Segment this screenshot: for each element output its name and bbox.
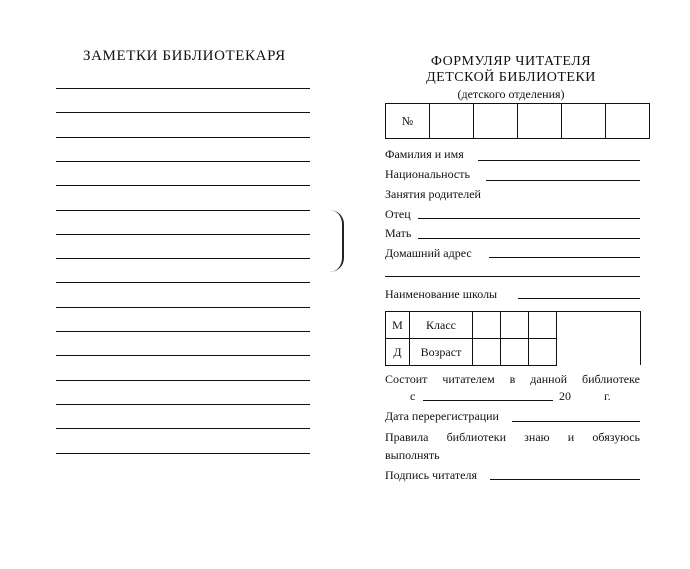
class-letter-m: М [386,312,410,339]
reader-number-table [385,103,650,139]
number-cell[interactable] [606,104,650,139]
class-cell[interactable] [501,312,529,339]
age-cell[interactable] [501,339,529,366]
reader-status-text: Состоит читателем в данной библиотеке [385,372,640,386]
nationality-label: Национальность [385,167,470,181]
notes-line[interactable] [56,404,310,405]
parents-occupation-label: Занятия родителей [385,187,481,201]
notes-line[interactable] [56,331,310,332]
home-address-field-2[interactable] [385,276,640,277]
mother-label: Мать [385,226,412,240]
notes-line[interactable] [56,185,310,186]
table-right-edge [640,311,641,365]
father-field[interactable] [418,218,640,219]
home-address-field[interactable] [489,257,640,258]
class-age-table [385,311,557,366]
number-cell[interactable] [474,104,518,139]
school-name-field[interactable] [518,298,640,299]
number-cell[interactable] [518,104,562,139]
notes-line[interactable] [56,137,310,138]
reregistration-field[interactable] [512,421,640,422]
age-label: Возраст [410,339,473,366]
class-label: Класс [410,312,473,339]
notes-line[interactable] [56,234,310,235]
surname-name-field[interactable] [478,160,640,161]
notes-line[interactable] [56,112,310,113]
age-letter-d: Д [386,339,410,366]
school-name-label: Наименование школы [385,287,498,301]
notes-line[interactable] [56,380,310,381]
since-label: с [410,389,416,403]
form-title-line2: ДЕТСКОЙ БИБЛИОТЕКИ [426,70,596,85]
since-date-field[interactable] [423,400,553,401]
binding-bracket [330,210,344,272]
class-cell[interactable] [529,312,557,339]
number-cell[interactable] [430,104,474,139]
number-cell[interactable] [562,104,606,139]
father-label: Отец [385,207,411,221]
form-subtitle: (детского отделения) [457,87,565,101]
reregistration-label: Дата перерегистрации [385,409,499,423]
librarian-notes-title: ЗАМЕТКИ БИБЛИОТЕКАРЯ [83,48,286,64]
rules-text-line2: выполнять [385,448,440,462]
year-suffix: г. [604,389,611,403]
rules-text-line1: Правила библиотеки знаю и обязуюсь [385,430,640,444]
signature-label: Подпись читателя [385,468,478,482]
mother-field[interactable] [418,238,640,239]
notes-line[interactable] [56,355,310,356]
class-cell[interactable] [473,312,501,339]
age-cell[interactable] [473,339,501,366]
surname-name-label: Фамилия и имя [385,147,464,161]
notes-line[interactable] [56,88,310,89]
year-prefix: 20 [559,389,571,403]
home-address-label: Домашний адрес [385,246,472,260]
notes-line[interactable] [56,161,310,162]
number-label: № [386,104,430,139]
age-cell[interactable] [529,339,557,366]
notes-line[interactable] [56,453,310,454]
signature-field[interactable] [490,479,640,480]
notes-line[interactable] [56,307,310,308]
nationality-field[interactable] [486,180,640,181]
notes-line[interactable] [56,210,310,211]
notes-line[interactable] [56,282,310,283]
notes-line[interactable] [56,428,310,429]
notes-line[interactable] [56,258,310,259]
form-title-line1: ФОРМУЛЯР ЧИТАТЕЛЯ [430,54,592,69]
table-top-extension [556,311,640,312]
